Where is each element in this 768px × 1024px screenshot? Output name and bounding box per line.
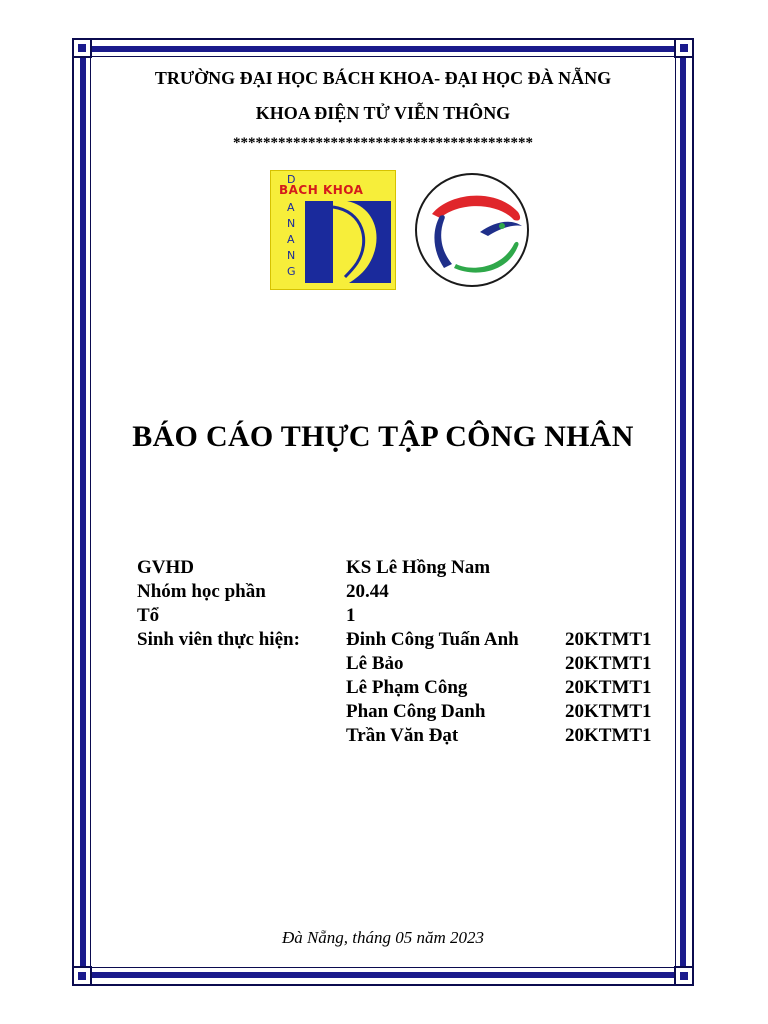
student-name: Đinh Công Tuấn Anh xyxy=(346,629,519,650)
logo-letter: G xyxy=(287,265,296,278)
faculty-logo-icon xyxy=(410,170,534,290)
report-title: BÁO CÁO THỰC TẬP CÔNG NHÂN xyxy=(132,420,634,453)
student-class: 20KTMT1 xyxy=(565,653,652,674)
students-label: Sinh viên thực hiện: xyxy=(137,629,300,650)
logo-letter: D xyxy=(287,173,296,186)
logo-letter: N xyxy=(287,249,296,262)
student-class: 20KTMT1 xyxy=(565,725,652,746)
border-corner-top-right xyxy=(674,38,694,58)
bach-khoa-logo xyxy=(270,170,396,290)
border-corner-bottom-left xyxy=(72,966,92,986)
border-corner-bottom-right xyxy=(674,966,694,986)
logo-letter: N xyxy=(287,217,296,230)
bach-khoa-logo-text: BACH KHOA xyxy=(279,183,364,197)
student-name: Lê Phạm Công xyxy=(346,677,468,698)
student-name: Phan Công Danh xyxy=(346,701,486,722)
bach-khoa-d-shape-icon xyxy=(305,201,391,283)
student-class: 20KTMT1 xyxy=(565,677,652,698)
student-class: 20KTMT1 xyxy=(565,701,652,722)
border-corner-top-left xyxy=(72,38,92,58)
advisor-label: GVHD xyxy=(137,557,194,578)
faculty-name: KHOA ĐIỆN TỬ VIỄN THÔNG xyxy=(255,103,511,123)
team-label: Tổ xyxy=(137,605,160,626)
student-name: Lê Bảo xyxy=(346,653,404,674)
separator-stars: **************************************** xyxy=(233,135,533,151)
logo-letter: A xyxy=(287,233,295,246)
school-name: TRƯỜNG ĐẠI HỌC BÁCH KHOA- ĐẠI HỌC ĐÀ NẴNG xyxy=(154,68,612,88)
team-value: 1 xyxy=(346,605,356,626)
student-name: Trần Văn Đạt xyxy=(346,725,459,746)
group-value: 20.44 xyxy=(346,581,389,602)
logo-letter: A xyxy=(287,201,295,214)
student-class: 20KTMT1 xyxy=(565,629,652,650)
group-label: Nhóm học phần xyxy=(137,581,266,602)
place-date: Đà Nẵng, tháng 05 năm 2023 xyxy=(281,928,485,947)
advisor-value: KS Lê Hồng Nam xyxy=(346,557,491,578)
